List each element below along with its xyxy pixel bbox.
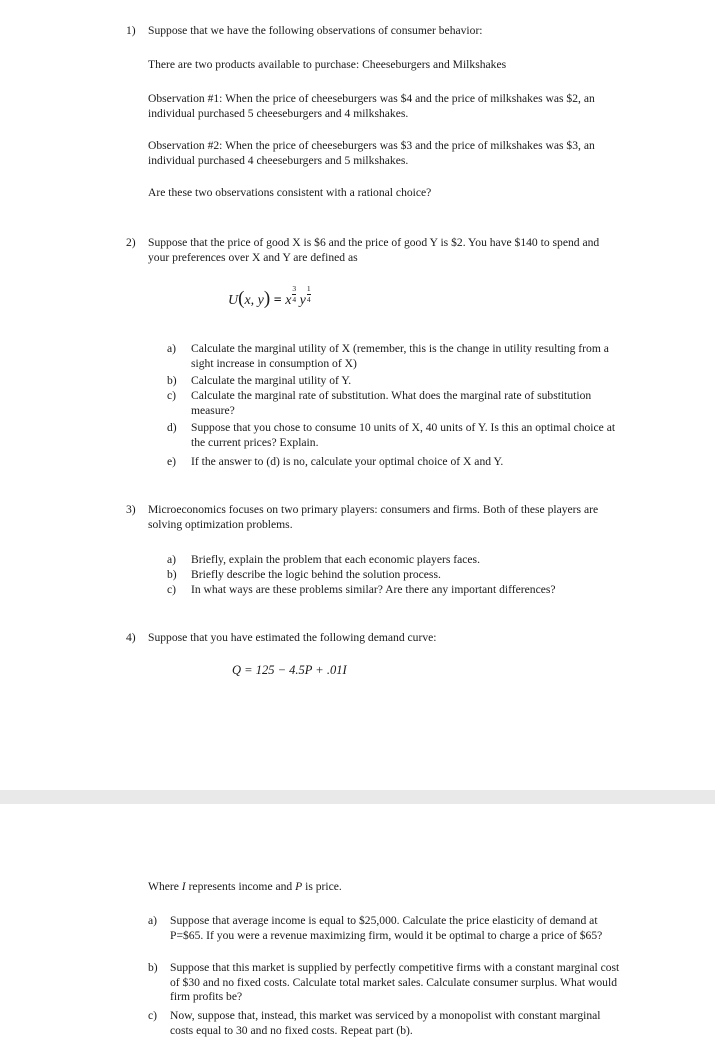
question-1-observation-2: Observation #2: When the price of cheeseburgers was $3 and the price of milkshakes was $3, an individual purchased 4 cheeseburgers and 5 milkshakes.: [148, 139, 595, 167]
question-4-text: Suppose that you have estimated the following demand curve:: [148, 631, 437, 644]
formula-base-y: y: [299, 293, 306, 308]
formula-equals: =: [273, 293, 282, 308]
question-4-part-a-text: Suppose that average income is equal to $25,000. Calculate the price elasticity of demand at P=$65. If you were a revenue maximizing firm, would it be optimal to charge a price of $65?: [170, 914, 603, 942]
question-1-number: 1): [126, 24, 136, 37]
question-1-observation-1: Observation #1: When the price of cheeseburgers was $4 and the price of milkshakes was $2, an individual purchased 5 cheeseburgers and 4 milkshakes.: [148, 92, 595, 120]
formula-exponent-y: $\frac{1}{4}$: [306, 284, 311, 304]
formula-base-x: x: [285, 293, 292, 308]
question-2-part-e-label: e): [167, 455, 177, 468]
question-1-paragraph-products: There are two products available to purchase: Cheeseburgers and Milkshakes: [148, 58, 507, 71]
question-4-part-b-text: Suppose that this market is supplied by perfectly competitive firms with a constant marginal cost of $30 and no fixed costs. Calculate total market sales. Calculate consumer surplus. What would firm profits be?: [170, 961, 620, 1003]
document-page-2: [0, 804, 715, 1056]
question-2-number: 2): [126, 236, 136, 249]
demand-curve-formula: Q = 125 − 4.5P + .01I: [232, 663, 347, 677]
question-2-part-c-text: Calculate the marginal rate of substitution. What does the marginal rate of substitution measure?: [191, 389, 592, 417]
question-1-prompt: Are these two observations consistent with a rational choice?: [148, 186, 432, 199]
question-4-part-c-text: Now, suppose that, instead, this market was serviced by a monopolist with constant marginal costs equal to 30 and no fixed costs. Repeat part (b).: [170, 1009, 601, 1037]
question-2-part-c-label: c): [167, 389, 177, 402]
question-3-part-a-text: Briefly, explain the problem that each economic players faces.: [191, 553, 480, 566]
question-3-text: Microeconomics focuses on two primary players: consumers and firms. Both of these players are solving optimization problems.: [148, 503, 599, 531]
formula-args: x, y: [244, 293, 264, 308]
variable-definition: Where I represents income and P is price.: [148, 880, 342, 893]
question-2-part-b-label: b): [167, 374, 177, 387]
utility-function-formula: U(x, y) = x $\frac{3}{4}$ y $\frac{1}{4}$: [228, 284, 311, 309]
question-4-part-c-label: c): [148, 1009, 158, 1022]
question-2-part-d-label: d): [167, 421, 177, 434]
question-3-part-c-label: c): [167, 583, 177, 596]
page-separator: [0, 790, 715, 804]
question-3-part-c-text: In what ways are these problems similar? Are there any important differences?: [191, 583, 556, 596]
formula-exponent-x: $\frac{3}{4}$: [292, 284, 297, 304]
question-1-text: Suppose that we have the following observations of consumer behavior:: [148, 24, 483, 37]
question-3-part-b-label: b): [167, 568, 177, 581]
question-4-part-b-label: b): [148, 961, 158, 974]
question-4-part-a-label: a): [148, 914, 158, 927]
question-4-number: 4): [126, 631, 136, 644]
question-2-text: Suppose that the price of good X is $6 and the price of good Y is $2. You have $140 to spend and your preferences over X and Y are defined as: [148, 236, 600, 264]
question-3-part-b-text: Briefly describe the logic behind the solution process.: [191, 568, 441, 581]
question-3-part-a-label: a): [167, 553, 177, 566]
question-2-part-e-text: If the answer to (d) is no, calculate your optimal choice of X and Y.: [191, 455, 504, 468]
question-2-part-a-text: Calculate the marginal utility of X (remember, this is the change in utility resulting from a sight increase in consumption of X): [191, 342, 609, 370]
question-2-part-b-text: Calculate the marginal utility of Y.: [191, 374, 352, 387]
question-2-part-d-text: Suppose that you chose to consume 10 units of X, 40 units of Y. Is this an optimal choice at the current prices? Explain.: [191, 421, 616, 449]
question-2-part-a-label: a): [167, 342, 177, 355]
question-3-number: 3): [126, 503, 136, 516]
formula-u: U: [228, 293, 239, 308]
